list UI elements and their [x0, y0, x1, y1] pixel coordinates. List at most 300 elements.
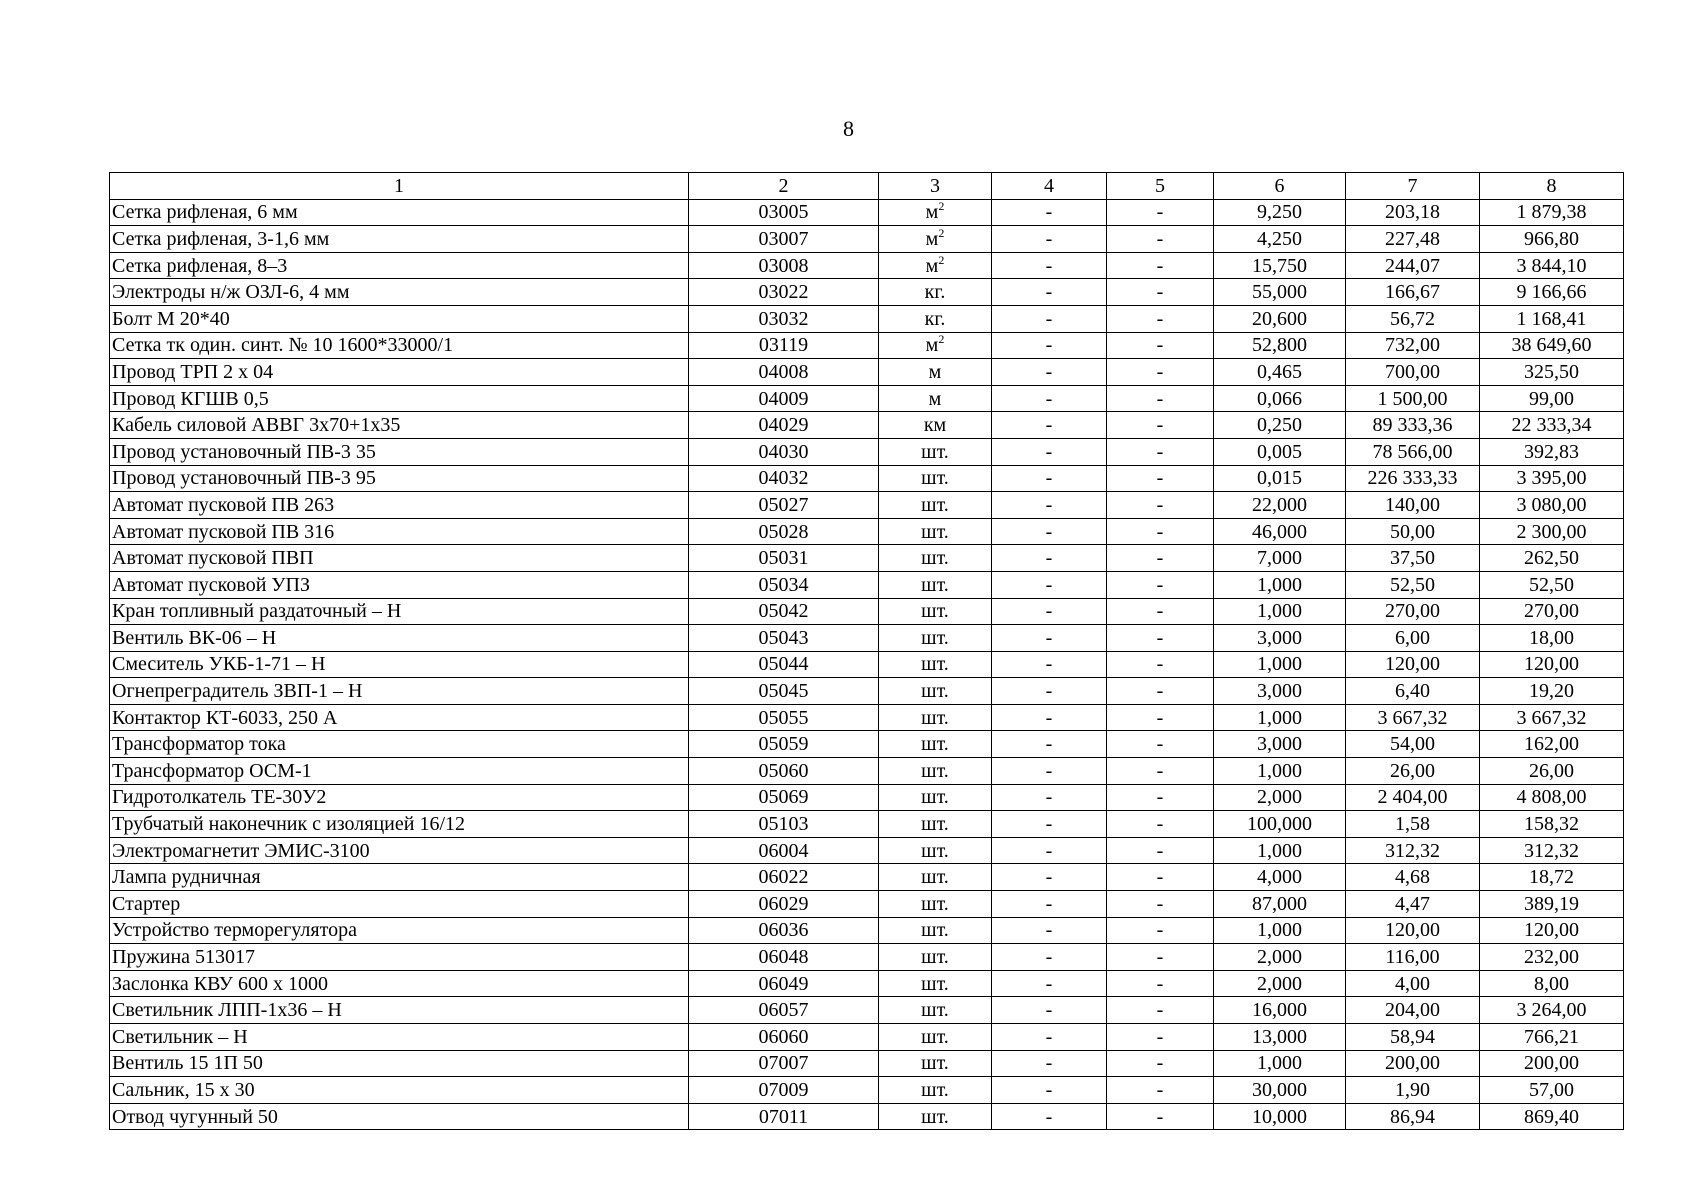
col4-cell: -	[992, 1050, 1107, 1077]
quantity-cell: 52,800	[1214, 332, 1346, 359]
table-row	[110, 944, 1624, 971]
unit-cell	[879, 970, 992, 997]
item-code-cell: 03007	[689, 226, 879, 253]
item-name-cell: Смеситель УКБ-1-71 – Н	[110, 651, 689, 678]
item-name-cell: Электромагнетит ЭМИС-3100	[110, 837, 689, 864]
col5-cell: -	[1107, 1024, 1214, 1051]
table-row	[110, 784, 1624, 811]
col5-cell: -	[1107, 704, 1214, 731]
quantity-cell: 1,000	[1214, 598, 1346, 625]
item-code-cell: 05069	[689, 784, 879, 811]
item-name-cell: Устройство терморегулятора	[110, 917, 689, 944]
quantity-cell: 4,250	[1214, 226, 1346, 253]
item-name-cell: Трансформатор тока	[110, 731, 689, 758]
table-row	[110, 385, 1624, 412]
item-name-cell: Электроды н/ж ОЗЛ-6, 4 мм	[110, 279, 689, 306]
unit-cell	[879, 226, 992, 253]
col4-cell: -	[992, 279, 1107, 306]
sum-cell: 120,00	[1480, 651, 1624, 678]
item-name-cell: Трубчатый наконечник с изоляцией 16/12	[110, 811, 689, 838]
col5-cell: -	[1107, 518, 1214, 545]
table-row	[110, 625, 1624, 652]
item-name-cell: Сетка рифленая, 3-1,6 мм	[110, 226, 689, 253]
unit-cell	[879, 252, 992, 279]
unit-cell	[879, 545, 992, 572]
price-cell: 37,50	[1346, 545, 1480, 572]
price-cell: 56,72	[1346, 305, 1480, 332]
item-code-cell: 05042	[689, 598, 879, 625]
col4-cell: -	[992, 731, 1107, 758]
col5-cell: -	[1107, 598, 1214, 625]
item-code-cell: 05045	[689, 678, 879, 705]
item-code-cell: 05059	[689, 731, 879, 758]
unit-text: шт.	[921, 653, 949, 676]
sum-cell: 158,32	[1480, 811, 1624, 838]
item-name-cell: Провод ТРП 2 х 04	[110, 359, 689, 386]
sum-cell: 18,00	[1480, 625, 1624, 652]
unit-text: шт.	[921, 573, 949, 596]
item-name-cell: Сетка рифленая, 6 мм	[110, 199, 689, 226]
sum-cell: 38 649,60	[1480, 332, 1624, 359]
item-code-cell: 05043	[689, 625, 879, 652]
price-cell: 700,00	[1346, 359, 1480, 386]
item-name-cell: Стартер	[110, 891, 689, 918]
col4-cell: -	[992, 1024, 1107, 1051]
col5-cell: -	[1107, 944, 1214, 971]
item-name-cell: Отвод чугунный 50	[110, 1103, 689, 1130]
quantity-cell: 3,000	[1214, 678, 1346, 705]
column-header: 8	[1480, 173, 1624, 200]
item-name-cell: Кабель силовой АВВГ 3х70+1х35	[110, 412, 689, 439]
price-cell: 89 333,36	[1346, 412, 1480, 439]
price-cell: 26,00	[1346, 758, 1480, 785]
table-row	[110, 704, 1624, 731]
sum-cell: 2 300,00	[1480, 518, 1624, 545]
unit-text: м	[925, 254, 939, 277]
table-row	[110, 412, 1624, 439]
table-row	[110, 518, 1624, 545]
unit-text: шт.	[921, 1052, 949, 1075]
sum-cell: 22 333,34	[1480, 412, 1624, 439]
item-code-cell: 06029	[689, 891, 879, 918]
sum-cell: 120,00	[1480, 917, 1624, 944]
col5-cell: -	[1107, 199, 1214, 226]
price-cell: 4,68	[1346, 864, 1480, 891]
item-code-cell: 04009	[689, 385, 879, 412]
col5-cell: -	[1107, 438, 1214, 465]
price-cell: 270,00	[1346, 598, 1480, 625]
col5-cell: -	[1107, 837, 1214, 864]
item-code-cell: 04029	[689, 412, 879, 439]
quantity-cell: 4,000	[1214, 864, 1346, 891]
col5-cell: -	[1107, 731, 1214, 758]
sum-cell: 232,00	[1480, 944, 1624, 971]
quantity-cell: 1,000	[1214, 758, 1346, 785]
sum-cell: 3 264,00	[1480, 997, 1624, 1024]
col4-cell: -	[992, 518, 1107, 545]
col4-cell: -	[992, 385, 1107, 412]
col5-cell: -	[1107, 678, 1214, 705]
table-row	[110, 731, 1624, 758]
item-code-cell: 04008	[689, 359, 879, 386]
unit-cell	[879, 997, 992, 1024]
col4-cell: -	[992, 917, 1107, 944]
quantity-cell: 22,000	[1214, 492, 1346, 519]
item-code-cell: 06057	[689, 997, 879, 1024]
sum-cell: 162,00	[1480, 731, 1624, 758]
col4-cell: -	[992, 997, 1107, 1024]
item-name-cell: Вентиль 15 1П 50	[110, 1050, 689, 1077]
price-cell: 140,00	[1346, 492, 1480, 519]
quantity-cell: 1,000	[1214, 571, 1346, 598]
item-name-cell: Огнепреградитель ЗВП-1 – Н	[110, 678, 689, 705]
unit-cell	[879, 784, 992, 811]
item-code-cell: 06060	[689, 1024, 879, 1051]
table-row	[110, 1103, 1624, 1130]
item-code-cell: 05028	[689, 518, 879, 545]
table-row	[110, 438, 1624, 465]
quantity-cell: 3,000	[1214, 731, 1346, 758]
column-header: 2	[689, 173, 879, 200]
price-cell: 244,07	[1346, 252, 1480, 279]
price-cell: 1 500,00	[1346, 385, 1480, 412]
unit-text: шт.	[921, 626, 949, 649]
column-header: 6	[1214, 173, 1346, 200]
table-row	[110, 492, 1624, 519]
quantity-cell: 100,000	[1214, 811, 1346, 838]
col4-cell: -	[992, 226, 1107, 253]
quantity-cell: 15,750	[1214, 252, 1346, 279]
sum-cell: 57,00	[1480, 1077, 1624, 1104]
col4-cell: -	[992, 944, 1107, 971]
sum-cell: 200,00	[1480, 1050, 1624, 1077]
sum-cell: 766,21	[1480, 1024, 1624, 1051]
sum-cell: 392,83	[1480, 438, 1624, 465]
unit-text: шт.	[921, 520, 949, 543]
quantity-cell: 3,000	[1214, 625, 1346, 652]
unit-cell	[879, 571, 992, 598]
page-number: 8	[843, 116, 854, 141]
unit-cell	[879, 758, 992, 785]
col5-cell: -	[1107, 226, 1214, 253]
col4-cell: -	[992, 332, 1107, 359]
col5-cell: -	[1107, 784, 1214, 811]
item-code-cell: 03119	[689, 332, 879, 359]
item-name-cell: Автомат пусковой ПВ 316	[110, 518, 689, 545]
col5-cell: -	[1107, 359, 1214, 386]
col5-cell: -	[1107, 651, 1214, 678]
col5-cell: -	[1107, 385, 1214, 412]
unit-exponent: 2	[938, 332, 945, 347]
unit-text: шт.	[921, 972, 949, 995]
item-name-cell: Сетка тк один. синт. № 10 1600*33000/1	[110, 332, 689, 359]
item-name-cell: Лампа рудничная	[110, 864, 689, 891]
table-row	[110, 545, 1624, 572]
sum-cell: 3 667,32	[1480, 704, 1624, 731]
price-cell: 204,00	[1346, 997, 1480, 1024]
col5-cell: -	[1107, 492, 1214, 519]
price-cell: 120,00	[1346, 917, 1480, 944]
price-cell: 200,00	[1346, 1050, 1480, 1077]
sum-cell: 18,72	[1480, 864, 1624, 891]
item-name-cell: Заслонка КВУ 600 х 1000	[110, 970, 689, 997]
unit-text: шт.	[921, 813, 949, 836]
price-cell: 86,94	[1346, 1103, 1480, 1130]
price-cell: 166,67	[1346, 279, 1480, 306]
col4-cell: -	[992, 784, 1107, 811]
col5-cell: -	[1107, 545, 1214, 572]
sum-cell: 19,20	[1480, 678, 1624, 705]
quantity-cell: 2,000	[1214, 970, 1346, 997]
price-cell: 120,00	[1346, 651, 1480, 678]
sum-cell: 52,50	[1480, 571, 1624, 598]
unit-cell	[879, 279, 992, 306]
quantity-cell: 1,000	[1214, 651, 1346, 678]
unit-text: шт.	[921, 1078, 949, 1101]
col5-cell: -	[1107, 412, 1214, 439]
col4-cell: -	[992, 598, 1107, 625]
price-cell: 6,00	[1346, 625, 1480, 652]
price-cell: 4,47	[1346, 891, 1480, 918]
sum-cell: 869,40	[1480, 1103, 1624, 1130]
unit-cell	[879, 492, 992, 519]
sum-cell: 1 168,41	[1480, 305, 1624, 332]
unit-exponent: 2	[938, 225, 945, 240]
unit-cell	[879, 359, 992, 386]
table-row	[110, 970, 1624, 997]
item-code-cell: 05027	[689, 492, 879, 519]
unit-cell	[879, 1024, 992, 1051]
sum-cell: 8,00	[1480, 970, 1624, 997]
unit-text: шт.	[921, 919, 949, 942]
col4-cell: -	[992, 305, 1107, 332]
item-name-cell: Сетка рифленая, 8–3	[110, 252, 689, 279]
col4-cell: -	[992, 651, 1107, 678]
col4-cell: -	[992, 704, 1107, 731]
item-name-cell: Кран топливный раздаточный – Н	[110, 598, 689, 625]
quantity-cell: 16,000	[1214, 997, 1346, 1024]
unit-text: м	[925, 201, 939, 224]
item-name-cell: Провод установочный ПВ-3 95	[110, 465, 689, 492]
item-name-cell: Автомат пусковой ПВП	[110, 545, 689, 572]
item-code-cell: 06004	[689, 837, 879, 864]
sum-cell: 3 395,00	[1480, 465, 1624, 492]
col4-cell: -	[992, 1103, 1107, 1130]
quantity-cell: 1,000	[1214, 704, 1346, 731]
column-header: 1	[110, 173, 689, 200]
item-code-cell: 05044	[689, 651, 879, 678]
col5-cell: -	[1107, 625, 1214, 652]
price-cell: 116,00	[1346, 944, 1480, 971]
quantity-cell: 2,000	[1214, 944, 1346, 971]
price-cell: 2 404,00	[1346, 784, 1480, 811]
sum-cell: 3 080,00	[1480, 492, 1624, 519]
col5-cell: -	[1107, 758, 1214, 785]
col4-cell: -	[992, 545, 1107, 572]
col5-cell: -	[1107, 571, 1214, 598]
unit-text: м	[928, 387, 942, 410]
unit-text: шт.	[921, 999, 949, 1022]
table-row	[110, 199, 1624, 226]
item-code-cell: 07011	[689, 1103, 879, 1130]
quantity-cell: 9,250	[1214, 199, 1346, 226]
item-name-cell: Автомат пусковой УПЗ	[110, 571, 689, 598]
price-cell: 227,48	[1346, 226, 1480, 253]
price-cell: 1,58	[1346, 811, 1480, 838]
item-name-cell: Провод КГШВ 0,5	[110, 385, 689, 412]
unit-text: кг.	[924, 307, 946, 330]
col5-cell: -	[1107, 917, 1214, 944]
col4-cell: -	[992, 571, 1107, 598]
col4-cell: -	[992, 678, 1107, 705]
table-row	[110, 571, 1624, 598]
price-cell: 1,90	[1346, 1077, 1480, 1104]
col4-cell: -	[992, 199, 1107, 226]
item-name-cell: Сальник, 15 х 30	[110, 1077, 689, 1104]
table-row	[110, 864, 1624, 891]
table-row	[110, 891, 1624, 918]
item-code-cell: 04032	[689, 465, 879, 492]
quantity-cell: 0,015	[1214, 465, 1346, 492]
col5-cell: -	[1107, 279, 1214, 306]
col4-cell: -	[992, 465, 1107, 492]
col4-cell: -	[992, 837, 1107, 864]
column-header: 4	[992, 173, 1107, 200]
item-code-cell: 07009	[689, 1077, 879, 1104]
item-code-cell: 06048	[689, 944, 879, 971]
col5-cell: -	[1107, 1050, 1214, 1077]
col5-cell: -	[1107, 332, 1214, 359]
unit-text: шт.	[921, 493, 949, 516]
unit-cell	[879, 1077, 992, 1104]
quantity-cell: 7,000	[1214, 545, 1346, 572]
unit-text: шт.	[921, 547, 949, 570]
price-cell: 58,94	[1346, 1024, 1480, 1051]
col5-cell: -	[1107, 891, 1214, 918]
unit-text: шт.	[921, 600, 949, 623]
col5-cell: -	[1107, 305, 1214, 332]
unit-cell	[879, 625, 992, 652]
price-cell: 78 566,00	[1346, 438, 1480, 465]
unit-cell	[879, 678, 992, 705]
table-row	[110, 279, 1624, 306]
column-header: 7	[1346, 173, 1480, 200]
unit-text: м	[925, 227, 939, 250]
materials-table	[109, 172, 1624, 1130]
sum-cell: 389,19	[1480, 891, 1624, 918]
table-row	[110, 758, 1624, 785]
unit-cell	[879, 837, 992, 864]
table-row	[110, 305, 1624, 332]
price-cell: 732,00	[1346, 332, 1480, 359]
sum-cell: 4 808,00	[1480, 784, 1624, 811]
unit-text: шт.	[921, 892, 949, 915]
unit-text: км	[923, 414, 947, 437]
quantity-cell: 87,000	[1214, 891, 1346, 918]
unit-cell	[879, 332, 992, 359]
item-code-cell: 06022	[689, 864, 879, 891]
unit-cell	[879, 917, 992, 944]
unit-text: шт.	[921, 1025, 949, 1048]
unit-text: шт.	[921, 866, 949, 889]
item-name-cell: Светильник – Н	[110, 1024, 689, 1051]
item-code-cell: 03032	[689, 305, 879, 332]
quantity-cell: 0,005	[1214, 438, 1346, 465]
item-name-cell: Провод установочный ПВ-3 35	[110, 438, 689, 465]
unit-cell	[879, 518, 992, 545]
col4-cell: -	[992, 811, 1107, 838]
unit-cell	[879, 438, 992, 465]
item-name-cell: Автомат пусковой ПВ 263	[110, 492, 689, 519]
unit-text: шт.	[921, 680, 949, 703]
price-cell: 203,18	[1346, 199, 1480, 226]
unit-text: шт.	[921, 440, 949, 463]
quantity-cell: 0,465	[1214, 359, 1346, 386]
price-cell: 226 333,33	[1346, 465, 1480, 492]
price-cell: 6,40	[1346, 678, 1480, 705]
unit-cell	[879, 731, 992, 758]
quantity-cell: 20,600	[1214, 305, 1346, 332]
unit-text: шт.	[921, 759, 949, 782]
item-code-cell: 05055	[689, 704, 879, 731]
item-name-cell: Трансформатор ОСМ-1	[110, 758, 689, 785]
quantity-cell: 2,000	[1214, 784, 1346, 811]
sum-cell: 270,00	[1480, 598, 1624, 625]
sum-cell: 312,32	[1480, 837, 1624, 864]
unit-cell	[879, 864, 992, 891]
unit-text: м	[925, 334, 939, 357]
sum-cell: 1 879,38	[1480, 199, 1624, 226]
item-code-cell: 05060	[689, 758, 879, 785]
table-row	[110, 651, 1624, 678]
quantity-cell: 46,000	[1214, 518, 1346, 545]
item-name-cell: Болт М 20*40	[110, 305, 689, 332]
unit-cell	[879, 944, 992, 971]
unit-cell	[879, 1103, 992, 1130]
price-cell: 4,00	[1346, 970, 1480, 997]
unit-cell	[879, 1050, 992, 1077]
sum-cell: 262,50	[1480, 545, 1624, 572]
item-code-cell: 03008	[689, 252, 879, 279]
quantity-cell: 1,000	[1214, 1050, 1346, 1077]
unit-cell	[879, 704, 992, 731]
col5-cell: -	[1107, 252, 1214, 279]
unit-cell	[879, 598, 992, 625]
unit-text: шт.	[921, 733, 949, 756]
table-row	[110, 678, 1624, 705]
item-code-cell: 05103	[689, 811, 879, 838]
price-cell: 54,00	[1346, 731, 1480, 758]
table-row	[110, 252, 1624, 279]
item-code-cell: 04030	[689, 438, 879, 465]
unit-text: м	[928, 360, 942, 383]
price-cell: 52,50	[1346, 571, 1480, 598]
item-name-cell: Пружина 513017	[110, 944, 689, 971]
col4-cell: -	[992, 252, 1107, 279]
unit-text: шт.	[921, 786, 949, 809]
quantity-cell: 1,000	[1214, 837, 1346, 864]
col4-cell: -	[992, 438, 1107, 465]
unit-cell	[879, 465, 992, 492]
sum-cell: 26,00	[1480, 758, 1624, 785]
unit-cell	[879, 651, 992, 678]
price-cell: 50,00	[1346, 518, 1480, 545]
table-row	[110, 997, 1624, 1024]
header-row	[110, 173, 1624, 200]
item-code-cell: 05034	[689, 571, 879, 598]
quantity-cell: 10,000	[1214, 1103, 1346, 1130]
table-row	[110, 1077, 1624, 1104]
